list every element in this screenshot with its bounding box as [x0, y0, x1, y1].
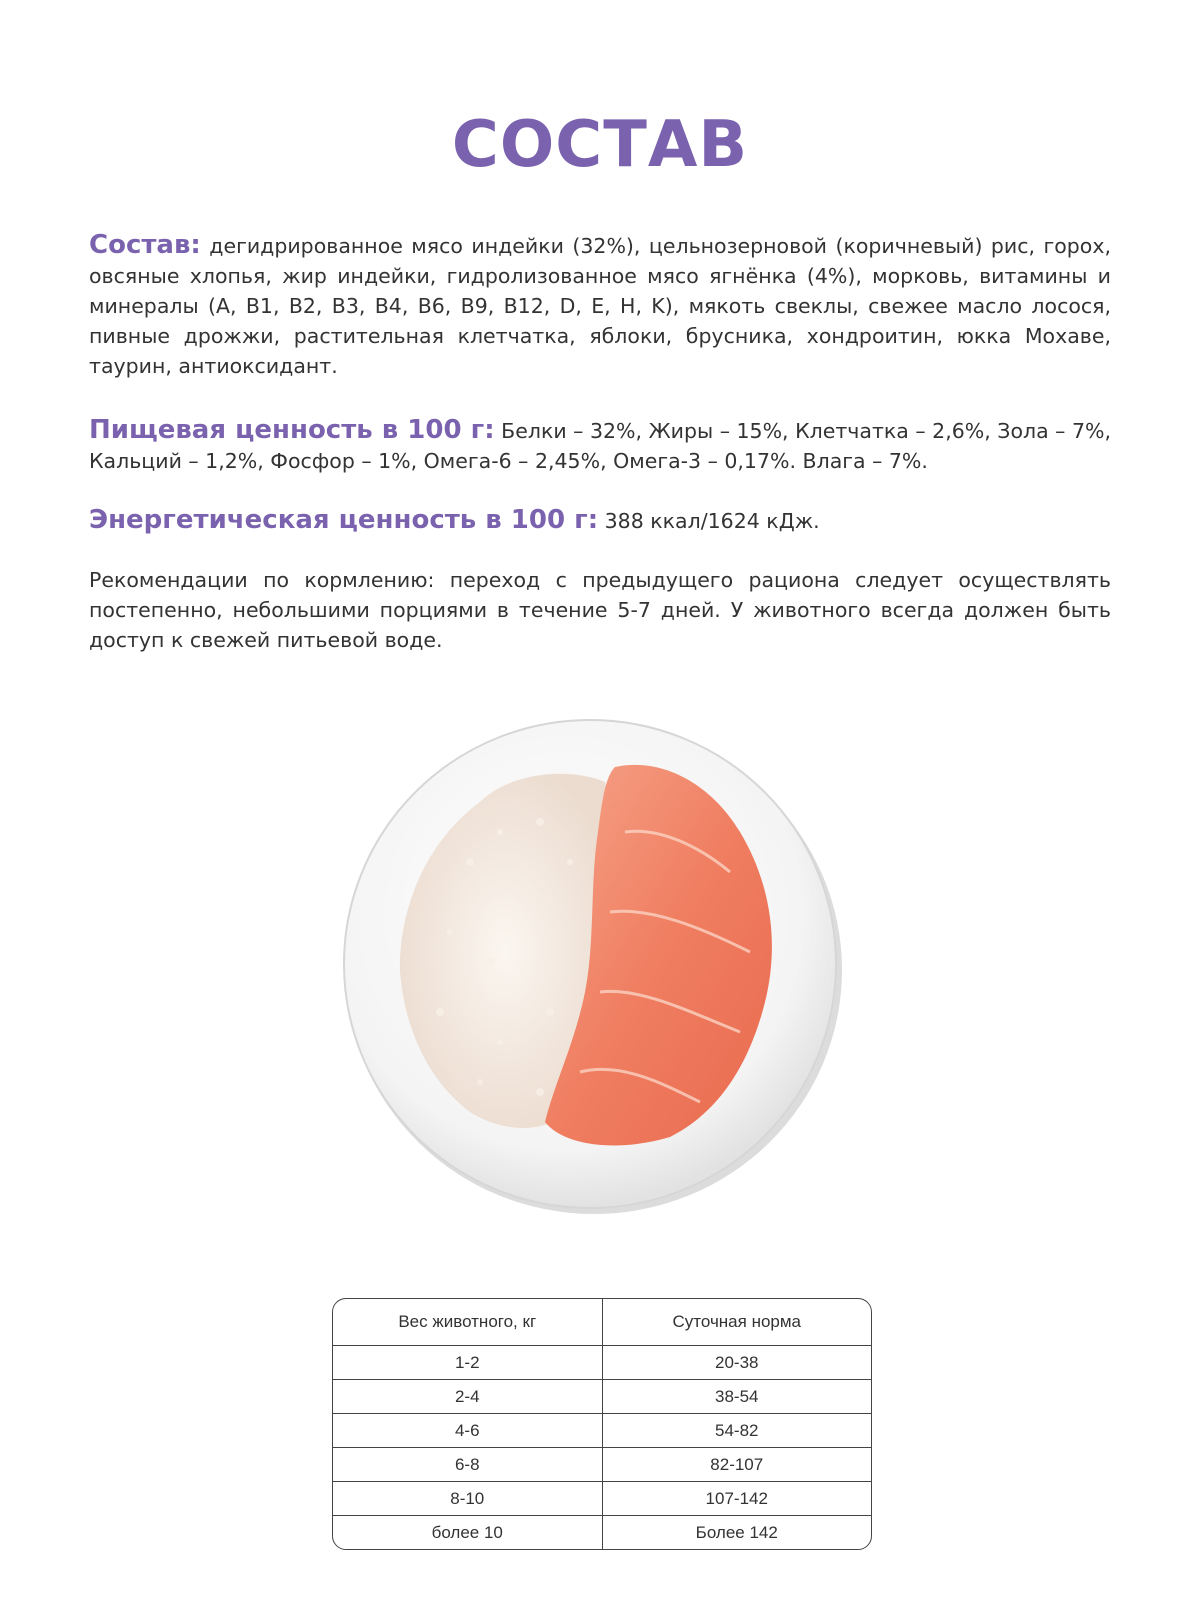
nutrition-text: Белки – 32%, Жиры – 15%, Клетчатка – 2,6%, Зола – 7%, Кальций – 1,2%, Фосфор – 1%, Омега-6 – 2,45%, Омега-3 – 0,17%. Влага – 7%.: [89, 419, 1111, 473]
table-header-row: [333, 1299, 871, 1346]
table-row: [333, 1346, 871, 1380]
energy-paragraph: [89, 505, 1111, 536]
table-row: [333, 1380, 871, 1414]
composition-label: Состав:: [89, 230, 201, 260]
table-row: [333, 1516, 871, 1550]
table-row: [333, 1482, 871, 1516]
energy-label: Энергетическая ценность в 100 г:: [89, 505, 599, 535]
norm-cell: 82-107: [602, 1448, 871, 1482]
composition-paragraph: [89, 230, 1111, 381]
weight-cell: 6-8: [333, 1448, 602, 1482]
weight-cell: 1-2: [333, 1346, 602, 1380]
weight-cell: 4-6: [333, 1414, 602, 1448]
energy-text: 388 ккал/1624 кДж.: [604, 509, 820, 533]
norm-cell: 20-38: [602, 1346, 871, 1380]
composition-text: дегидрированное мясо индейки (32%), цельнозерновой (коричневый) рис, горох, овсяные хлопья, жир индейки, гидролизованное мясо ягнёнка (4%), морковь, витамины и минералы (A, B1, B2, B3, B4, B6, B9, B12, D, E, H, K), мякоть свеклы, свежее масло лосося, пивные дрожжи, растительная клетчатка, яблоки, брусника, хондроитин, юкка Мохаве, таурин, антиоксидант.: [89, 234, 1111, 378]
food-plate-image: [340, 712, 844, 1216]
norm-cell: 38-54: [602, 1380, 871, 1414]
norm-cell: 54-82: [602, 1414, 871, 1448]
weight-cell: более 10: [333, 1516, 602, 1550]
table-row: [333, 1448, 871, 1482]
header-weight: Вес животного, кг: [333, 1299, 602, 1346]
nutrition-paragraph: [89, 415, 1111, 476]
header-daily-norm: Суточная норма: [602, 1299, 871, 1346]
weight-cell: 8-10: [333, 1482, 602, 1516]
norm-cell: Более 142: [695, 1522, 778, 1542]
nutrition-label: Пищевая ценность в 100 г:: [89, 415, 495, 445]
weight-cell: 2-4: [333, 1380, 602, 1414]
feeding-table: [332, 1298, 872, 1550]
norm-cell: 107-142: [602, 1482, 871, 1516]
feeding-recommendations: Рекомендации по кормлению: переход с предыдущего рациона следует осуществлять постепенно, небольшими порциями в течение 5-7 дней. У животного всегда должен быть доступ к свежей питьевой воде.: [89, 568, 1111, 652]
table-row: [333, 1414, 871, 1448]
page-title: СОСТАВ: [451, 108, 749, 182]
